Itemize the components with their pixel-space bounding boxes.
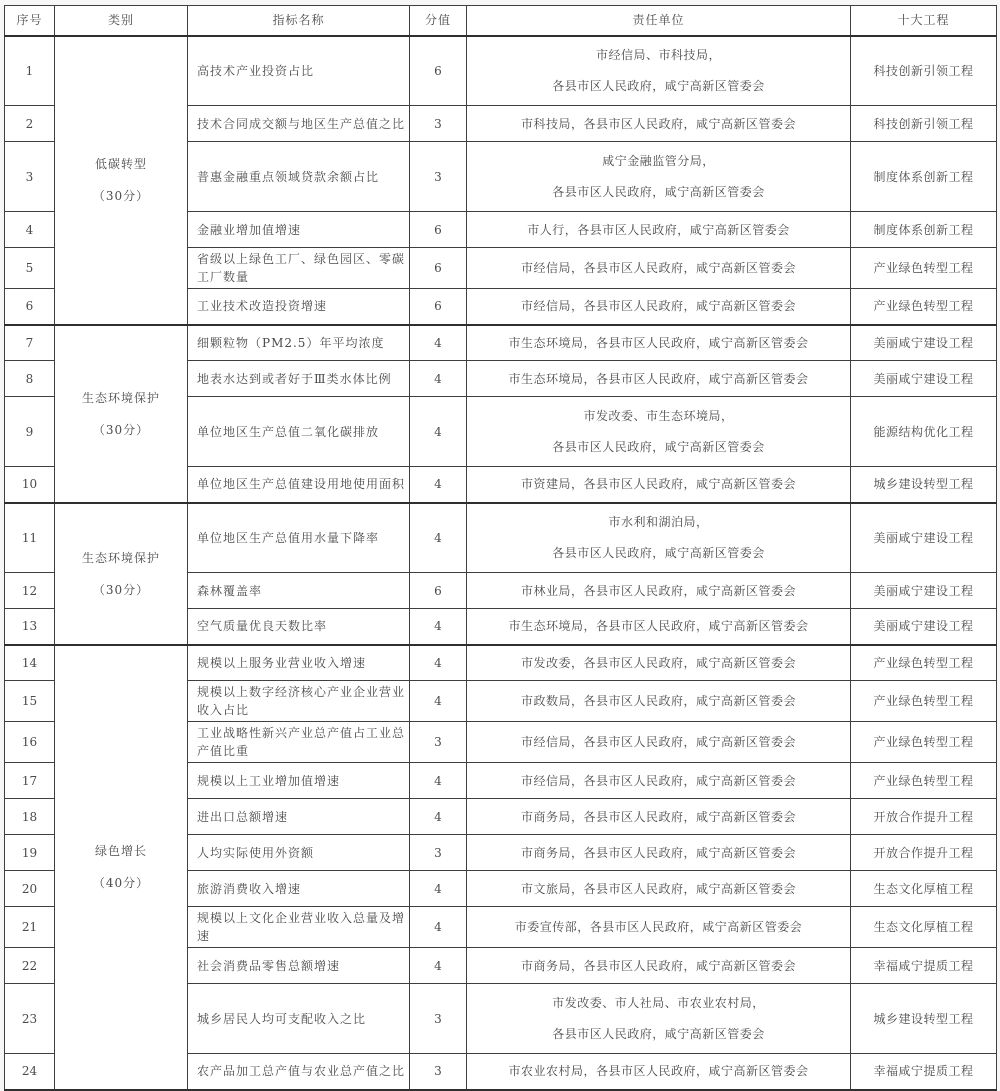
- score-cell: 4: [410, 325, 467, 361]
- responsible-unit-cell: [467, 835, 851, 871]
- indicator-name-cell: 工业战略性新兴产业总产值占工业总产值比重: [188, 722, 410, 763]
- header-score: 分值: [410, 6, 467, 36]
- indicator-name-cell: 规模以上工业增加值增速: [188, 763, 410, 799]
- score-cell: 3: [410, 722, 467, 763]
- row-number-cell: 20: [5, 871, 55, 907]
- responsible-unit-cell: [467, 142, 851, 212]
- indicator-name-cell: 规模以上数字经济核心产业企业营业收入占比: [188, 681, 410, 722]
- indicator-name-cell: 单位地区生产总值二氧化碳排放: [188, 397, 410, 467]
- responsible-unit-cell: [467, 681, 851, 722]
- indicator-name-cell: 空气质量优良天数比率: [188, 609, 410, 645]
- responsible-unit-line: 各县市区人民政府，咸宁高新区管委会: [552, 546, 765, 561]
- responsible-unit-cell: [467, 645, 851, 681]
- header-unit: 责任单位: [467, 6, 851, 36]
- responsible-unit-cell: [467, 467, 851, 503]
- row-number-cell: 7: [5, 325, 55, 361]
- score-cell: 4: [410, 763, 467, 799]
- score-cell: 3: [410, 142, 467, 212]
- category-score: （30分）: [92, 582, 150, 597]
- table-header: [5, 6, 997, 36]
- responsible-unit-line: 市商务局，各县市区人民政府，咸宁高新区管委会: [520, 845, 796, 860]
- category-name: 生态环境保护: [81, 390, 160, 405]
- project-cell: 美丽咸宁建设工程: [851, 609, 997, 645]
- indicator-name-cell: 单位地区生产总值建设用地使用面积: [188, 467, 410, 503]
- responsible-unit-cell: [467, 289, 851, 325]
- responsible-unit-cell: [467, 609, 851, 645]
- category-cell: [55, 645, 188, 1090]
- indicator-name-cell: 森林覆盖率: [188, 573, 410, 609]
- category-name: 生态环境保护: [81, 550, 160, 565]
- row-number-cell: 8: [5, 361, 55, 397]
- responsible-unit-line: 市生态环境局，各县市区人民政府，咸宁高新区管委会: [508, 335, 809, 350]
- responsible-unit-line: 市生态环境局，各县市区人民政府，咸宁高新区管委会: [508, 619, 809, 634]
- row-number-cell: 23: [5, 984, 55, 1054]
- score-cell: 4: [410, 871, 467, 907]
- responsible-unit-line: 市资建局，各县市区人民政府，咸宁高新区管委会: [520, 477, 796, 492]
- indicator-name-cell: 省级以上绿色工厂、绿色园区、零碳工厂数量: [188, 248, 410, 289]
- responsible-unit-line: 市发改委、市人社局、市农业农村局，: [552, 996, 765, 1010]
- category-cell: [55, 36, 188, 325]
- table-row: [5, 325, 997, 361]
- category-name: 绿色增长: [94, 844, 147, 858]
- project-cell: 能源结构优化工程: [851, 397, 997, 467]
- header-row: [5, 6, 997, 36]
- score-cell: 4: [410, 361, 467, 397]
- indicator-name-cell: 金融业增加值增速: [188, 212, 410, 248]
- score-cell: 6: [410, 289, 467, 325]
- indicator-name-cell: 工业技术改造投资增速: [188, 289, 410, 325]
- project-cell: 制度体系创新工程: [851, 142, 997, 212]
- row-number-cell: 24: [5, 1054, 55, 1090]
- table-body: [5, 36, 997, 1090]
- row-number-cell: 12: [5, 573, 55, 609]
- score-cell: 6: [410, 212, 467, 248]
- indicator-name-cell: 规模以上文化企业营业收入总量及增速: [188, 907, 410, 948]
- category-cell: [55, 503, 188, 645]
- header-indicator: 指标名称: [188, 6, 410, 36]
- responsible-unit-line: 市水利和湖泊局，: [608, 515, 709, 530]
- responsible-unit-cell: [467, 799, 851, 835]
- score-cell: 3: [410, 835, 467, 871]
- responsible-unit-cell: [467, 36, 851, 106]
- row-number-cell: 17: [5, 763, 55, 799]
- row-number-cell: 14: [5, 645, 55, 681]
- responsible-unit-cell: [467, 503, 851, 573]
- project-cell: 产业绿色转型工程: [851, 681, 997, 722]
- indicator-name-cell: 城乡居民人均可支配收入之比: [188, 984, 410, 1054]
- indicator-name-cell: 高技术产业投资占比: [188, 36, 410, 106]
- indicator-name-cell: 技术合同成交额与地区生产总值之比: [188, 106, 410, 142]
- responsible-unit-cell: [467, 212, 851, 248]
- responsible-unit-line: 市经信局，各县市区人民政府，咸宁高新区管委会: [520, 261, 796, 275]
- score-cell: 3: [410, 984, 467, 1054]
- responsible-unit-cell: [467, 871, 851, 907]
- project-cell: 开放合作提升工程: [851, 835, 997, 871]
- row-number-cell: 13: [5, 609, 55, 645]
- score-cell: 4: [410, 609, 467, 645]
- responsible-unit-line: 市经信局、市科技局，: [595, 48, 721, 63]
- responsible-unit-cell: [467, 106, 851, 142]
- category-score: （40分）: [92, 876, 150, 890]
- row-number-cell: 21: [5, 907, 55, 948]
- score-cell: 6: [410, 248, 467, 289]
- project-cell: 幸福咸宁提质工程: [851, 948, 997, 984]
- score-cell: 4: [410, 467, 467, 503]
- project-cell: 美丽咸宁建设工程: [851, 361, 997, 397]
- score-cell: 4: [410, 948, 467, 984]
- score-cell: 4: [410, 681, 467, 722]
- responsible-unit-line: 各县市区人民政府，咸宁高新区管委会: [552, 79, 765, 94]
- project-cell: 城乡建设转型工程: [851, 467, 997, 503]
- responsible-unit-cell: [467, 907, 851, 948]
- score-cell: 4: [410, 645, 467, 681]
- responsible-unit-cell: [467, 397, 851, 467]
- table-row: [5, 645, 997, 681]
- score-cell: 3: [410, 1054, 467, 1090]
- project-cell: 开放合作提升工程: [851, 799, 997, 835]
- row-number-cell: 5: [5, 248, 55, 289]
- table-row: [5, 503, 997, 573]
- responsible-unit-line: 市发改委、市生态环境局，: [583, 409, 734, 423]
- responsible-unit-line: 市生态环境局，各县市区人民政府，咸宁高新区管委会: [508, 371, 809, 386]
- row-number-cell: 19: [5, 835, 55, 871]
- responsible-unit-line: 市人行，各县市区人民政府，咸宁高新区管委会: [527, 222, 790, 237]
- indicator-name-cell: 地表水达到或者好于Ⅲ类水体比例: [188, 361, 410, 397]
- project-cell: 美丽咸宁建设工程: [851, 573, 997, 609]
- score-cell: 3: [410, 106, 467, 142]
- project-cell: 产业绿色转型工程: [851, 248, 997, 289]
- responsible-unit-cell: [467, 573, 851, 609]
- row-number-cell: 18: [5, 799, 55, 835]
- project-cell: 生态文化厚植工程: [851, 871, 997, 907]
- row-number-cell: 2: [5, 106, 55, 142]
- responsible-unit-cell: [467, 984, 851, 1054]
- indicator-score-table: [4, 5, 997, 1091]
- row-number-cell: 10: [5, 467, 55, 503]
- project-cell: 美丽咸宁建设工程: [851, 503, 997, 573]
- responsible-unit-line: 市发改委，各县市区人民政府，咸宁高新区管委会: [520, 655, 796, 670]
- responsible-unit-line: 市政数局，各县市区人民政府，咸宁高新区管委会: [520, 694, 796, 708]
- score-cell: 4: [410, 397, 467, 467]
- score-cell: 4: [410, 907, 467, 948]
- responsible-unit-line: 市文旅局，各县市区人民政府，咸宁高新区管委会: [520, 881, 796, 896]
- row-number-cell: 4: [5, 212, 55, 248]
- category-cell: [55, 325, 188, 503]
- project-cell: 产业绿色转型工程: [851, 722, 997, 763]
- project-cell: 产业绿色转型工程: [851, 763, 997, 799]
- responsible-unit-line: 市科技局，各县市区人民政府，咸宁高新区管委会: [520, 116, 796, 131]
- responsible-unit-line: 市经信局，各县市区人民政府，咸宁高新区管委会: [520, 735, 796, 749]
- responsible-unit-line: 各县市区人民政府，咸宁高新区管委会: [552, 185, 765, 199]
- project-cell: 科技创新引领工程: [851, 36, 997, 106]
- indicator-name-cell: 人均实际使用外资额: [188, 835, 410, 871]
- header-category: 类别: [55, 6, 188, 36]
- responsible-unit-cell: [467, 1054, 851, 1090]
- row-number-cell: 15: [5, 681, 55, 722]
- project-cell: 科技创新引领工程: [851, 106, 997, 142]
- project-cell: 产业绿色转型工程: [851, 645, 997, 681]
- responsible-unit-cell: [467, 325, 851, 361]
- category-score: （30分）: [92, 422, 150, 437]
- project-cell: 制度体系创新工程: [851, 212, 997, 248]
- row-number-cell: 16: [5, 722, 55, 763]
- project-cell: 产业绿色转型工程: [851, 289, 997, 325]
- score-cell: 6: [410, 573, 467, 609]
- indicator-name-cell: 旅游消费收入增速: [188, 871, 410, 907]
- category-name: 低碳转型: [94, 157, 147, 171]
- indicator-name-cell: 细颗粒物（PM2.5）年平均浓度: [188, 325, 410, 361]
- row-number-cell: 9: [5, 397, 55, 467]
- responsible-unit-cell: [467, 948, 851, 984]
- responsible-unit-line: 市委宣传部，各县市区人民政府，咸宁高新区管委会: [514, 920, 803, 934]
- responsible-unit-line: 各县市区人民政府，咸宁高新区管委会: [552, 440, 765, 454]
- responsible-unit-line: 市农业农村局，各县市区人民政府，咸宁高新区管委会: [508, 1064, 809, 1079]
- project-cell: 美丽咸宁建设工程: [851, 325, 997, 361]
- indicator-name-cell: 社会消费品零售总额增速: [188, 948, 410, 984]
- score-cell: 4: [410, 799, 467, 835]
- row-number-cell: 1: [5, 36, 55, 106]
- score-cell: 6: [410, 36, 467, 106]
- project-cell: 城乡建设转型工程: [851, 984, 997, 1054]
- responsible-unit-line: 咸宁金融监管分局，: [602, 154, 715, 168]
- responsible-unit-cell: [467, 763, 851, 799]
- responsible-unit-cell: [467, 722, 851, 763]
- responsible-unit-line: 市商务局，各县市区人民政府，咸宁高新区管委会: [520, 958, 796, 973]
- row-number-cell: 22: [5, 948, 55, 984]
- project-cell: 生态文化厚植工程: [851, 907, 997, 948]
- indicator-name-cell: 规模以上服务业营业收入增速: [188, 645, 410, 681]
- responsible-unit-line: 市经信局，各县市区人民政府，咸宁高新区管委会: [520, 299, 796, 314]
- header-project: 十大工程: [851, 6, 997, 36]
- indicator-name-cell: 进出口总额增速: [188, 799, 410, 835]
- row-number-cell: 3: [5, 142, 55, 212]
- project-cell: 幸福咸宁提质工程: [851, 1054, 997, 1090]
- header-number: 序号: [5, 6, 55, 36]
- responsible-unit-line: 各县市区人民政府，咸宁高新区管委会: [552, 1027, 765, 1041]
- indicator-name-cell: 农产品加工总产值与农业总产值之比: [188, 1054, 410, 1090]
- responsible-unit-cell: [467, 248, 851, 289]
- row-number-cell: 11: [5, 503, 55, 573]
- responsible-unit-line: 市经信局，各县市区人民政府，咸宁高新区管委会: [520, 773, 796, 788]
- category-score: （30分）: [92, 189, 150, 203]
- row-number-cell: 6: [5, 289, 55, 325]
- responsible-unit-cell: [467, 361, 851, 397]
- indicator-name-cell: 普惠金融重点领域贷款余额占比: [188, 142, 410, 212]
- score-cell: 4: [410, 503, 467, 573]
- responsible-unit-line: 市林业局，各县市区人民政府，咸宁高新区管委会: [520, 583, 796, 598]
- responsible-unit-line: 市商务局，各县市区人民政府，咸宁高新区管委会: [520, 809, 796, 824]
- indicator-name-cell: 单位地区生产总值用水量下降率: [188, 503, 410, 573]
- table-row: [5, 36, 997, 106]
